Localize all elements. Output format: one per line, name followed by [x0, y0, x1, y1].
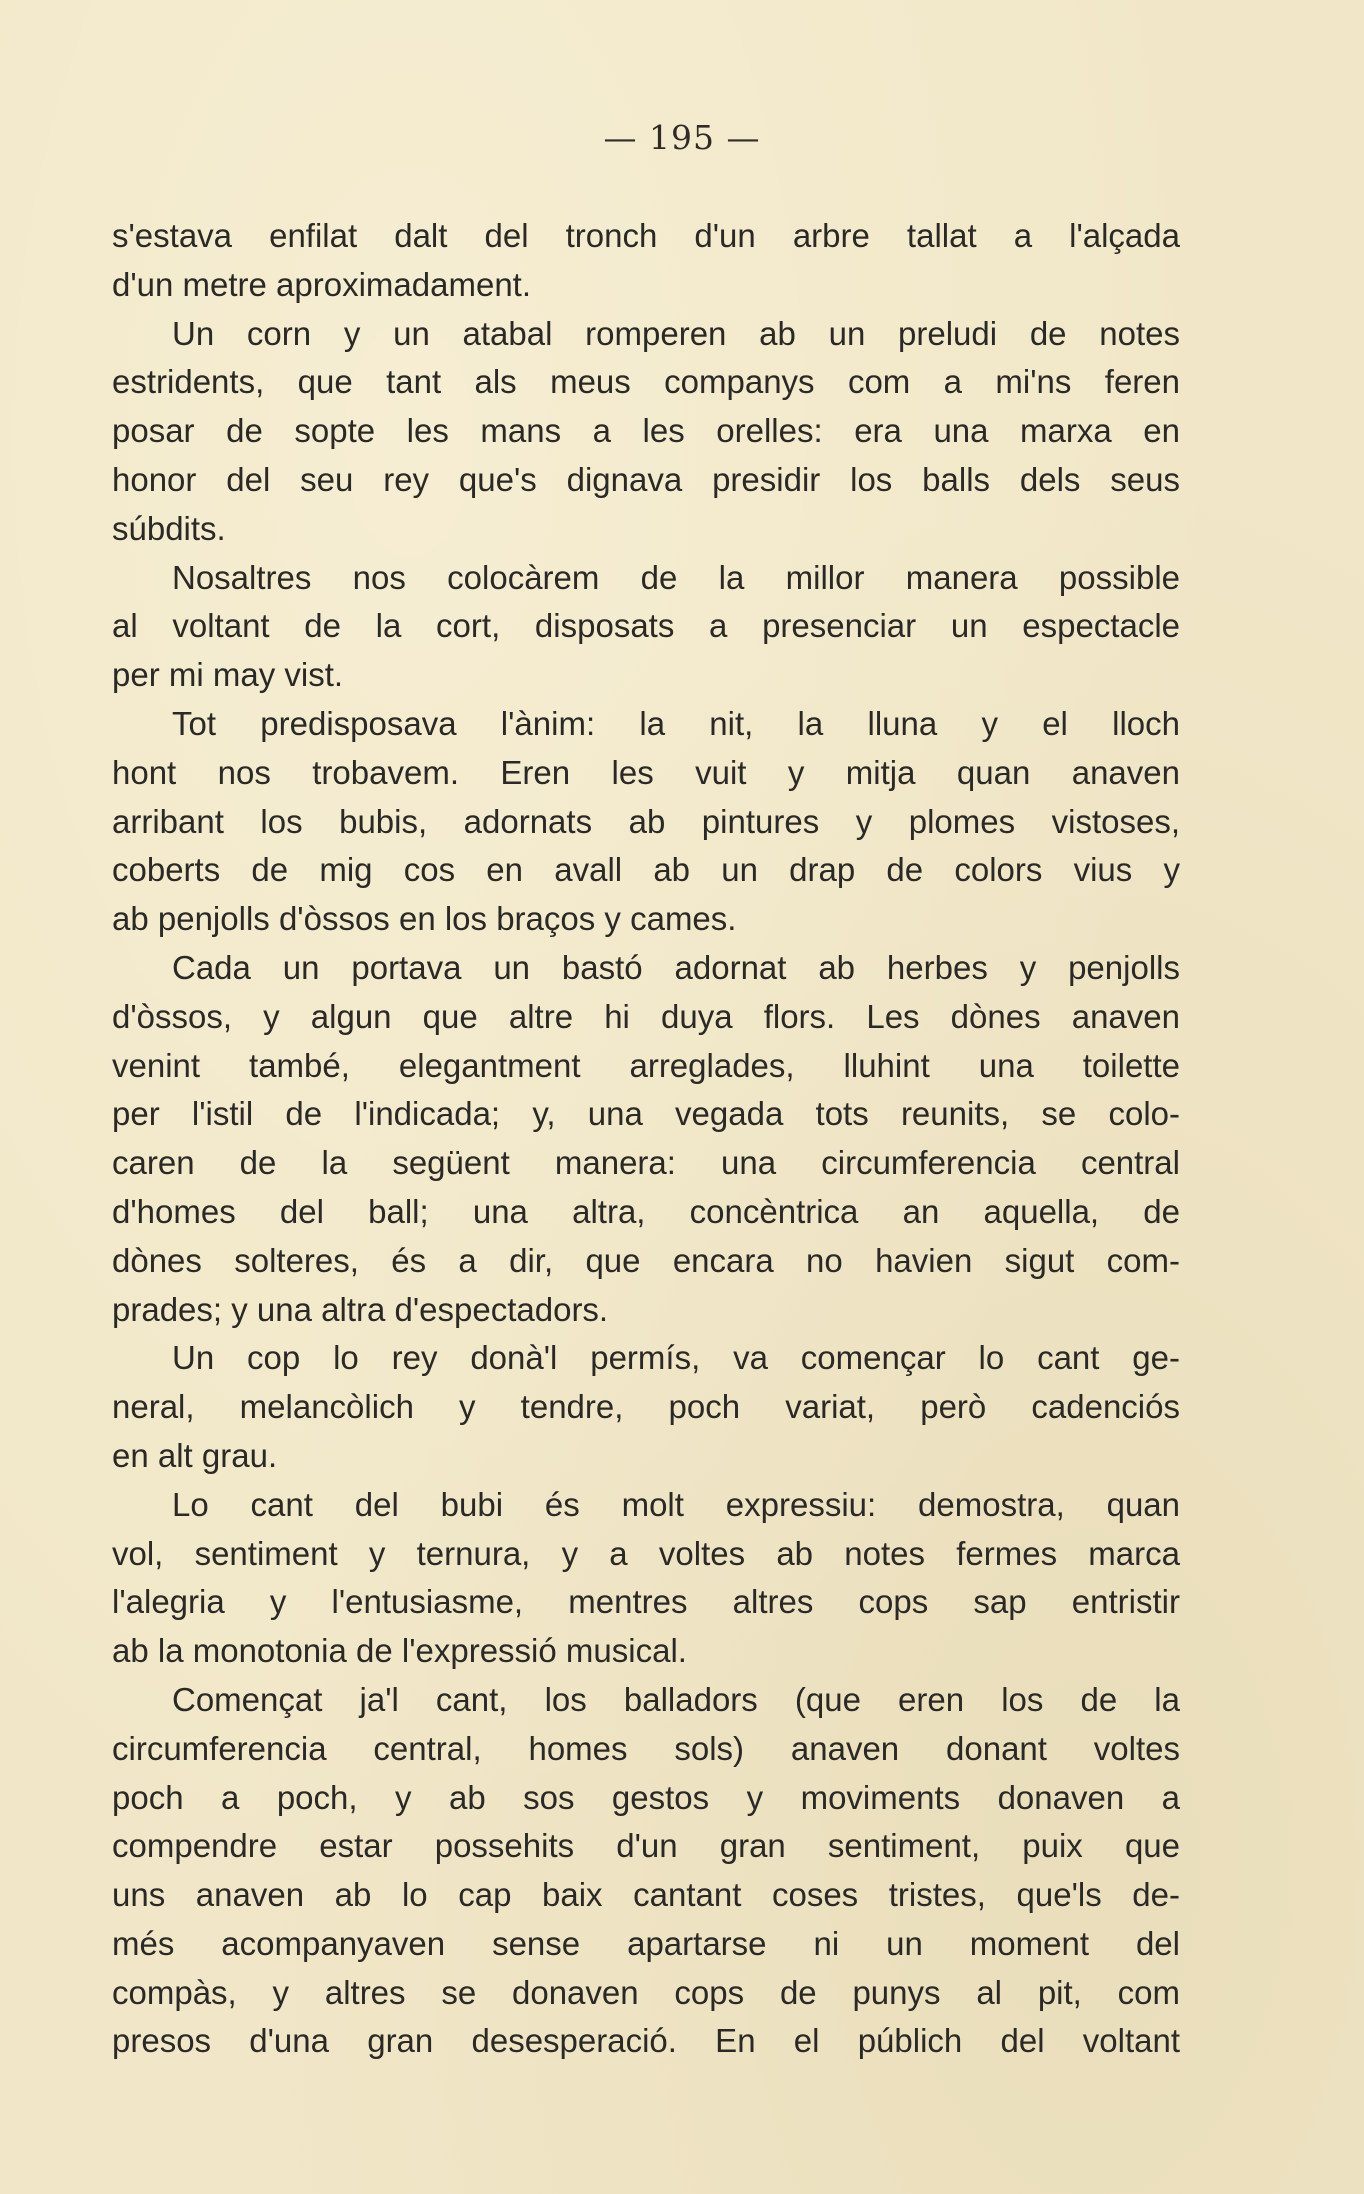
- text-line: ab la monotonia de l'expressió musical.: [112, 1632, 687, 1670]
- text-line: Nosaltres nos colocàrem de la millor manera possible: [172, 558, 1180, 596]
- text-line: presos d'una gran desesperació. En el públich del voltant: [112, 2022, 1180, 2060]
- text-line: en alt grau.: [112, 1436, 278, 1474]
- text-line: al voltant de la cort, disposats a presenciar un espectacle: [112, 607, 1180, 645]
- text-line: per l'istil de l'indicada; y, una vegada tots reunits, se colo-: [112, 1095, 1180, 1133]
- text-line: posar de sopte les mans a les orelles: era una marxa en: [112, 412, 1180, 450]
- text-line: compendre estar possehits d'un gran sentiment, puix que: [112, 1827, 1180, 1865]
- text-line: circumferencia central, homes sols) anaven donant voltes: [112, 1729, 1180, 1767]
- text-line: estridents, que tant als meus companys com a mi'ns feren: [112, 363, 1180, 401]
- text-line: caren de la següent manera: una circumferencia central: [112, 1144, 1180, 1182]
- text-line: per mi may vist.: [112, 656, 344, 694]
- text-line: honor del seu rey que's dignava presidir los balls dels seus: [112, 460, 1180, 498]
- text-line: prades; y una altra d'espectadors.: [112, 1290, 609, 1328]
- text-line: poch a poch, y ab sos gestos y moviments donaven a: [112, 1778, 1180, 1816]
- text-line: d'un metre aproximadament.: [112, 265, 532, 303]
- text-line: l'alegria y l'entusiasme, mentres altres cops sap entristir: [112, 1583, 1180, 1621]
- text-line: Un cop lo rey donà'l permís, va començar lo cant ge-: [172, 1339, 1180, 1377]
- text-line: ab penjolls d'òssos en los braços y cames.: [112, 900, 737, 938]
- text-line: Començat ja'l cant, los balladors (que eren los de la: [172, 1680, 1180, 1718]
- text-line: s'estava enfilat dalt del tronch d'un arbre tallat a l'alçada: [112, 217, 1180, 254]
- page-number: — 195 —: [603, 118, 761, 157]
- text-line: arribant los bubis, adornats ab pintures y plomes vistoses,: [112, 802, 1180, 840]
- body-text: [112, 212, 1180, 2066]
- text-line: neral, melancòlich y tendre, poch variat, però cadenciós: [112, 1388, 1180, 1426]
- text-line: d'homes del ball; una altra, concèntrica an aquella, de: [112, 1192, 1180, 1230]
- text-line: compàs, y altres se donaven cops de punys al pit, com: [112, 1973, 1180, 2011]
- text-line: hont nos trobavem. Eren les vuit y mitja quan anaven: [112, 753, 1180, 791]
- text-line: Un corn y un atabal romperen ab un preludi de notes: [172, 314, 1180, 352]
- text-line: dònes solteres, és a dir, que encara no havien sigut com-: [112, 1241, 1180, 1279]
- text-line: coberts de mig cos en avall ab un drap de colors vius y: [112, 851, 1180, 889]
- text-line: súbdits.: [112, 509, 226, 547]
- text-line: més acompanyaven sense apartarse ni un moment del: [112, 1924, 1180, 1962]
- text-line: venint també, elegantment arreglades, lluhint una toilette: [112, 1046, 1180, 1084]
- text-line: d'òssos, y algun que altre hi duya flors. Les dònes anaven: [112, 997, 1180, 1035]
- text-line: vol, sentiment y ternura, y a voltes ab notes fermes marca: [112, 1534, 1180, 1572]
- text-line: Lo cant del bubi és molt expressiu: demostra, quan: [172, 1485, 1180, 1523]
- text-line: Cada un portava un bastó adornat ab herbes y penjolls: [172, 948, 1180, 986]
- text-line: uns anaven ab lo cap baix cantant coses tristes, que'ls de-: [112, 1876, 1180, 1914]
- text-line: Tot predisposava l'ànim: la nit, la lluna y el lloch: [172, 704, 1180, 742]
